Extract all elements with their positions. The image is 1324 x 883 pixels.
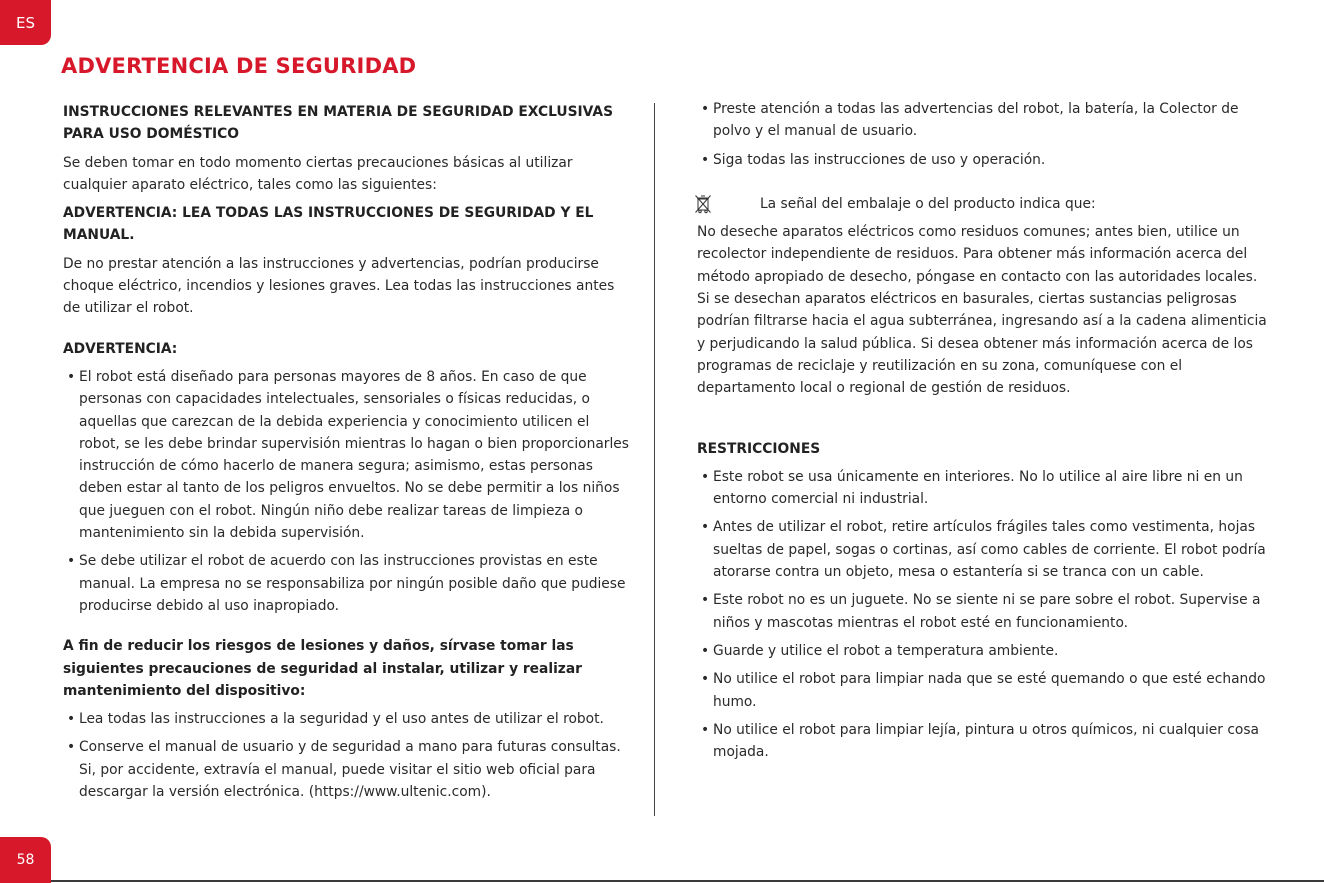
recycling-notice <box>697 193 1267 215</box>
list-item: • Este robot no es un juguete. No se siente ni se pare sobre el robot. Supervise a niños y mascotas mientras el robot esté en funcionamiento. <box>697 589 1267 634</box>
heading-warning: ADVERTENCIA: <box>63 340 178 357</box>
list-item: • Conserve el manual de usuario y de seguridad a mano para futuras consultas. Si, por accidente, extravía el manual, puede visitar el sitio web oficial para descargar la versión electrónica. (https://www.ultenic.com). <box>63 736 631 803</box>
right-column <box>697 98 1267 763</box>
restrictions-list <box>697 466 1267 764</box>
bottom-rule <box>51 880 1324 882</box>
heading-restrictions: RESTRICCIONES <box>697 440 821 457</box>
list-item: • Lea todas las instrucciones a la seguridad y el uso antes de utilizar el robot. <box>63 708 631 730</box>
page-title: ADVERTENCIA DE SEGURIDAD <box>61 54 417 78</box>
list-item: • Guarde y utilice el robot a temperatura ambiente. <box>697 640 1267 662</box>
list-item: • Antes de utilizar el robot, retire artículos frágiles tales como vestimenta, hojas sueltas de papel, sogas o cortinas, así como cables de corriente. El robot podría atorarse contra un objeto, mesa o estantería si se tranca con un cable. <box>697 516 1267 583</box>
warning-paragraph: De no prestar atención a las instrucciones y advertencias, podrían producirse choque eléctrico, incendios y lesiones graves. Lea todas las instrucciones antes de utilizar el robot. <box>63 255 615 317</box>
page-number-tab: 58 <box>0 837 51 883</box>
column-divider <box>654 103 655 816</box>
attention-list <box>697 98 1267 171</box>
list-item: • Preste atención a todas las advertencias del robot, la batería, la Colector de polvo y el manual de usuario. <box>697 98 1267 143</box>
heading-precautions: A fin de reducir los riesgos de lesiones y daños, sírvase tomar las siguientes precauciones de seguridad al instalar, utilizar y realizar mantenimiento del dispositivo: <box>63 638 582 699</box>
heading-read-all: ADVERTENCIA: LEA TODAS LAS INSTRUCCIONES DE SEGURIDAD Y EL MANUAL. <box>63 205 594 244</box>
language-tab: ES <box>0 0 51 45</box>
list-item: • Este robot se usa únicamente en interiores. No lo utilice al aire libre ni en un entorno comercial ni industrial. <box>697 466 1267 511</box>
disposal-paragraph: No deseche aparatos eléctricos como residuos comunes; antes bien, utilice un recolector independiente de residuos. Para obtener más información acerca del método apropiado de desecho, póngase en contacto con las autoridades locales. Si se desechan aparatos eléctricos en basurales, ciertas sustancias peligrosas podrían filtrarse hacia el agua subterránea, ingresando así a la cadena alimenticia y perjudicando la salud pública. Si desea obtener más información acerca de los programas de reciclaje y reutilización en su zona, comuníquese con el departamento local o regional de gestión de residuos. <box>697 224 1267 397</box>
left-column <box>63 101 631 803</box>
crossed-out-wheelie-bin-icon <box>694 194 712 214</box>
recycling-label: La señal del embalaje o del producto indica que: <box>760 195 1096 212</box>
list-item: • Siga todas las instrucciones de uso y operación. <box>697 149 1267 171</box>
heading-domestic-safety: INSTRUCCIONES RELEVANTES EN MATERIA DE SEGURIDAD EXCLUSIVAS PARA USO DOMÉSTICO <box>63 104 614 143</box>
list-item: • No utilice el robot para limpiar nada que se esté quemando o que esté echando humo. <box>697 668 1267 713</box>
list-item: • Se debe utilizar el robot de acuerdo con las instrucciones provistas en este manual. La empresa no se responsabiliza por ningún posible daño que pudiese producirse debido al uso inapropiado. <box>63 550 631 617</box>
precaution-list <box>63 708 631 803</box>
list-item: • No utilice el robot para limpiar lejía, pintura u otros químicos, ni cualquier cosa mojada. <box>697 719 1267 764</box>
list-item: • El robot está diseñado para personas mayores de 8 años. En caso de que personas con capacidades intelectuales, sensoriales o físicas reducidas, o aquellas que carezcan de la debida experiencia y conocimiento utilicen el robot, se les debe brindar supervisión mientras lo hagan o bien proporcionarles instrucción de cómo hacerlo de manera segura; asimismo, estas personas deben estar al tanto de los peligros envueltos. No se debe permitir a los niños que jueguen con el robot. Ningún niño debe realizar tareas de limpieza o mantenimiento sin la debida supervisión. <box>63 366 631 544</box>
intro-paragraph: Se deben tomar en todo momento ciertas precauciones básicas al utilizar cualquier aparato eléctrico, tales como las siguientes: <box>63 154 573 193</box>
warning-list <box>63 366 631 617</box>
